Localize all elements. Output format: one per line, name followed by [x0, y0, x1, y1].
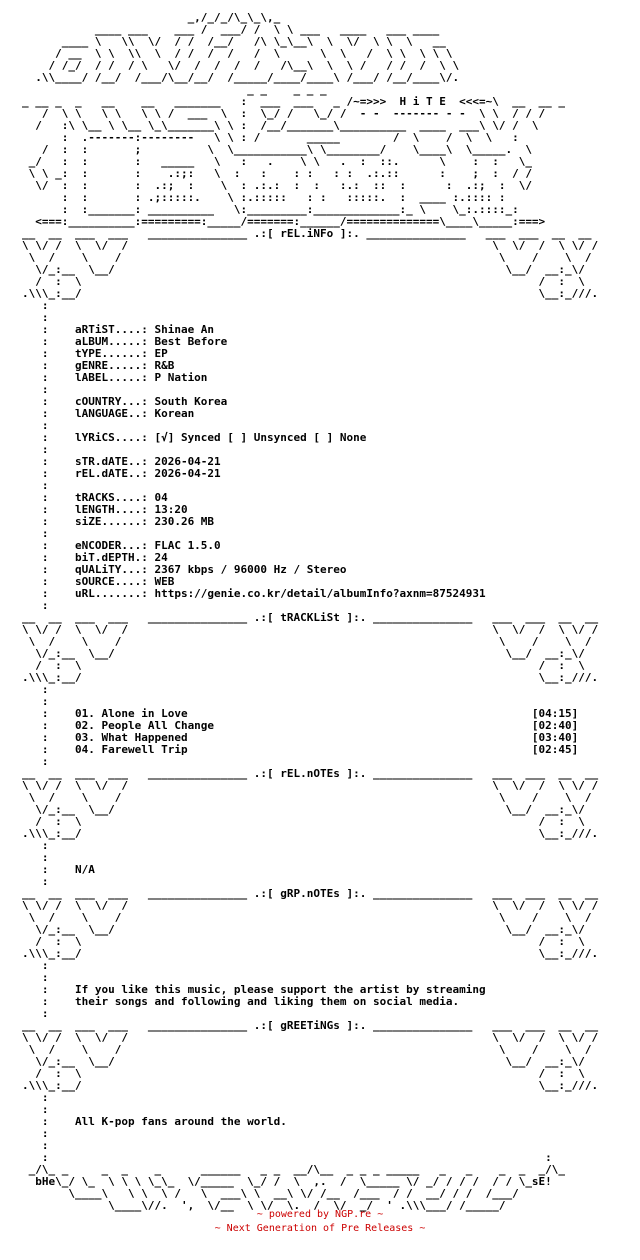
border-line: :: [22, 1091, 49, 1104]
border-line: :: [22, 839, 49, 852]
section-text-line: : aRTiST....: Shinae An: [22, 323, 215, 336]
section-text-line: : uRL.......: https://genie.co.kr/detail/albumInfo?axnm=87524931: [22, 587, 486, 600]
header-art-line: / \ \ \ \ \ \ / ___ \ : \_/ / \_/ / - - ------- - - \ \ / / /: [22, 107, 546, 120]
divider-art-line: \ \/ / \ \/ / \ \/ / \ \/ /: [22, 239, 599, 252]
section-text-line: : N/A: [22, 863, 95, 876]
tagline-link[interactable]: ~ Next Generation of Pre Releases ~: [214, 1223, 426, 1234]
divider-art-line: / : \ / : \: [22, 1067, 585, 1080]
divider-art-line: .\\\_:__/ \__:_///.: [22, 827, 599, 840]
header-art-line: : :_______: __________ \:_________:_____________:_ \ \_:.::::_:: [22, 203, 519, 216]
footer-art-line: \____\ \ \ \ / \ ___\ \ __\ \/ /__ /___ / / __/ / / /___/: [22, 1187, 519, 1200]
section-divider-0: __ __ ___ ___ _______________ .:[ rEL.iNFo ]:. _______________ ___ ___ __ __: [22, 227, 592, 240]
section-text-line: : cOUNTRY...: South Korea: [22, 395, 228, 408]
track-row: : 03. What Happened [03:40]: [22, 731, 579, 744]
border-line: :: [22, 971, 49, 984]
divider-art-line: \ / \ / \ / \ /: [22, 1043, 592, 1056]
section-text-line: : aLBUM.....: Best Before: [22, 335, 228, 348]
border-line: :: [22, 299, 49, 312]
section-text-line: : lENGTH....: 13:20: [22, 503, 188, 516]
divider-art-line: / : \ / : \: [22, 815, 585, 828]
footer-art-line: \____\//. ', \/__ \ \/ \. / \/ _/ ' .\\\___/ /_____/: [22, 1199, 506, 1212]
section-divider-2: __ __ ___ ___ _______________ .:[ rEL.nOTEs ]:. _______________ ___ ___ __ __: [22, 767, 599, 780]
track-row: : 04. Farewell Trip [02:45]: [22, 743, 579, 756]
header-art-line: ____ ___ ___ / ___/ / \ \ ___ ____ ___ ____: [22, 23, 440, 36]
divider-art-line: \/_:__ \__/ \__/ __:_\/: [22, 263, 585, 276]
section-text-line: : biT.dEPTH.: 24: [22, 551, 168, 564]
section-text-line: : qUALiTY...: 2367 kbps / 96000 Hz / Stereo: [22, 563, 347, 576]
header-art-line: / __ \ \ \\ \ / / / / / \ \ \ / \ \ \ \ \: [22, 47, 453, 60]
footer-art-line: :: [22, 1139, 49, 1152]
divider-art-line: .\\\_:__/ \__:_///.: [22, 947, 599, 960]
header-art-line: \ \ _: : : .:;: \ : : : : : : .:.:: : ; : / /: [22, 167, 532, 180]
border-line: :: [22, 683, 49, 696]
border-line: :: [22, 851, 49, 864]
section-text-line: : All K-pop fans around the world.: [22, 1115, 287, 1128]
section-text-line: :: [22, 383, 75, 396]
header-art-line: / /_/ / / / \ \/ / / / / /\__\ \ \ / / / / \ \: [22, 59, 460, 72]
divider-art-line: \ \/ / \ \/ / \ \/ / \ \/ /: [22, 623, 599, 636]
border-line: :: [22, 1007, 49, 1020]
header-art-line: _,/_/_/\_\_\,_: [22, 11, 281, 24]
border-line: :: [22, 959, 49, 972]
section-divider-4: __ __ ___ ___ _______________ .:[ gREETiNGs ]:. _______________ ___ ___ __ __: [22, 1019, 599, 1032]
header-art-line: ____ \ \\ \/ / / /__/ /\ \_\__\ \ \/ \ \ \ __: [22, 35, 446, 48]
section-divider-3: __ __ ___ ___ _______________ .:[ gRP.nOTEs ]:. _______________ ___ ___ __ __: [22, 887, 599, 900]
divider-art-line: \/_:__ \__/ \__/ __:_\/: [22, 1055, 585, 1068]
section-text-line: : rEL.dATE..: 2026-04-21: [22, 467, 221, 480]
section-text-line: :: [22, 527, 75, 540]
header-art-line: \/ : : : .:; : \ : .:.: : : :.: :: : : .:; : \/: [22, 179, 532, 192]
section-text-line: : siZE......: 230.26 MB: [22, 515, 215, 528]
divider-art-line: \ \/ / \ \/ / \ \/ / \ \/ /: [22, 899, 599, 912]
border-line: :: [22, 1103, 49, 1116]
divider-art-line: .\\\_:__/ \__:_///.: [22, 287, 599, 300]
divider-art-line: .\\\_:__/ \__:_///.: [22, 1079, 599, 1092]
footer-art-line: _/\_ _ _ _ _ ______ _ _ __/\__ _ _ _ _____ _ _ _ _ _/\_: [22, 1163, 566, 1176]
section-text-line: : sOURCE....: WEB: [22, 575, 175, 588]
divider-art-line: \/_:__ \__/ \__/ __:_\/: [22, 647, 585, 660]
footer-art-line: bHe\_/ \_ \ \ \ \_\_ \/_____ \_/ / \ ,. / \_____ \/ _/ / / / / / \_sE!: [22, 1175, 552, 1188]
header-art-line: _ __ _ _ __ __ _______ : ___ ___ _ /~=>>> H i T E <<<=~\ __ __ _: [22, 95, 566, 108]
nfo-text-block: [22, 12, 598, 1212]
divider-art-line: \ / \ / \ / \ /: [22, 635, 592, 648]
header-art-line: / :\ \__ \ \__ \_\_______\ \ : /__/_______\__________ ____ ___\ \/ / \: [22, 119, 539, 132]
section-divider-1: __ __ ___ ___ _______________ .:[ tRACKLiSt ]:. _______________ ___ ___ __ __: [22, 611, 599, 624]
divider-art-line: \ / \ / \ / \ /: [22, 251, 592, 264]
border-line: :: [22, 875, 49, 888]
section-text-line: : lABEL.....: P Nation: [22, 371, 208, 384]
section-text-line: : eNCODER...: FLAC 1.5.0: [22, 539, 221, 552]
divider-art-line: / : \ / : \: [22, 275, 585, 288]
section-text-line: : tYPE......: EP: [22, 347, 168, 360]
divider-art-line: \ \/ / \ \/ / \ \/ / \ \/ /: [22, 779, 599, 792]
section-text-line: : lANGUAGE..: Korean: [22, 407, 195, 420]
track-row: : 02. People All Change [02:40]: [22, 719, 579, 732]
powered-by-footer: [0, 1208, 640, 1236]
section-text-line: :: [22, 419, 75, 432]
divider-art-line: \/_:__ \__/ \__/ __:_\/: [22, 923, 585, 936]
section-text-line: : If you like this music, please support the artist by streaming: [22, 983, 486, 996]
divider-art-line: .\\\_:__/ \__:_///.: [22, 671, 599, 684]
track-row: : 01. Alone in Love [04:15]: [22, 707, 579, 720]
divider-art-line: \ \/ / \ \/ / \ \/ / \ \/ /: [22, 1031, 599, 1044]
divider-art-line: / : \ / : \: [22, 935, 585, 948]
divider-art-line: \/_:__ \__/ \__/ __:_\/: [22, 803, 585, 816]
header-art-line: _/ : : : _____ \ : . \ \ . : ::. \ : : \_: [22, 155, 532, 168]
divider-art-line: \ / \ / \ / \ /: [22, 791, 592, 804]
divider-art-line: / : \ / : \: [22, 659, 585, 672]
section-text-line: : lYRiCS....: [√] Synced [ ] Unsynced [ ] None: [22, 431, 367, 444]
section-text-line: : their songs and following and liking them on social media.: [22, 995, 460, 1008]
border-line: :: [22, 695, 49, 708]
section-text-line: : sTR.dATE..: 2026-04-21: [22, 455, 221, 468]
border-line: :: [22, 755, 49, 768]
header-art-line: : : : .;:::::. \ :.::::: : : :::::. : ____ :.:::: :: [22, 191, 506, 204]
header-art-line: <===:__________:=========:_____/=======:______/==============\____\_____:===>: [22, 215, 546, 228]
header-art-line: : .-------:-------- \ \ : / _____ / \ / \ \ :: [22, 131, 519, 144]
border-line: :: [22, 311, 49, 324]
section-text-line: : gENRE.....: R&B: [22, 359, 175, 372]
header-art-line: / : : ; \ \___________\ \________/ \____\ \_____. \: [22, 143, 532, 156]
footer-art-line: : :: [22, 1151, 552, 1164]
section-text-line: :: [22, 479, 75, 492]
powered-by-link[interactable]: ~ powered by NGP.re ~: [256, 1209, 384, 1220]
section-text-line: :: [22, 443, 75, 456]
header-art-line: .\\____/ /__/ /___/\__/__/ /_____/____/____\ /___/ /__/____\/.: [22, 71, 460, 84]
section-text-line: : tRACKS....: 04: [22, 491, 168, 504]
border-line: :: [22, 1127, 49, 1140]
header-art-line: _ _ _ _ _: [22, 83, 327, 96]
divider-art-line: \ / \ / \ / \ /: [22, 911, 592, 924]
border-line: :: [22, 599, 49, 612]
